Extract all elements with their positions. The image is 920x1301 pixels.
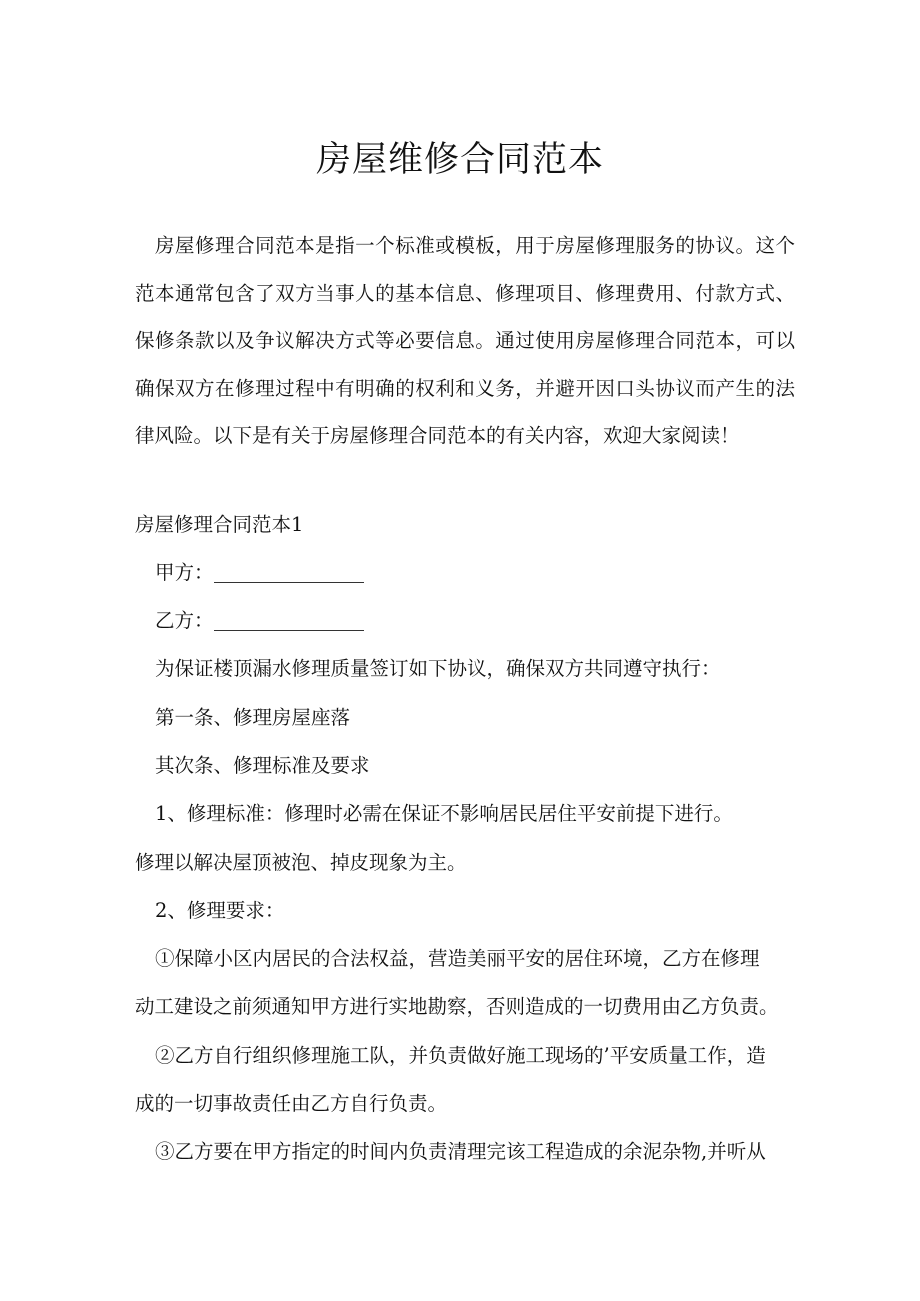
section-heading: 房屋修理合同范本1 (135, 513, 304, 536)
requirement-1-line-1: ①保障小区内居民的合法权益，营造美丽平安的居住环境，乙方在修理 (155, 947, 760, 970)
requirement-2-line-1: ②乙方自行组织修理施工队，并负责做好施工现场的’平安质量工作，造 (155, 1044, 766, 1067)
requirement-3-line-1: ③乙方要在甲方指定的时间内负责清理完该工程造成的余泥杂物,并听从 (155, 1140, 766, 1163)
party-b-blank-field (214, 610, 364, 631)
article-1-heading: 第一条、修理房屋座落 (155, 706, 351, 729)
party-a-label: 甲方： (155, 561, 214, 584)
party-b-line (155, 607, 364, 635)
item-1-line-2: 修理以解决屋顶被泡、掉皮现象为主。 (135, 851, 467, 874)
item-1-line-1: 1、修理标准：修理时必需在保证不影响居民居住平安前提下进行。 (155, 802, 733, 825)
requirement-2-line-2: 成的一切事故责任由乙方自行负责。 (135, 1092, 448, 1115)
party-b-label: 乙方： (155, 609, 214, 632)
document-title: 房屋维修合同范本 (315, 140, 604, 180)
party-a-line (155, 559, 364, 587)
intro-paragraph: 房屋修理合同范本是指一个标准或模板，用于房屋修理服务的协议。这个范本通常包含了双方当事人的基本信息、修理项目、修理费用、付款方式、保修条款以及争议解决方式等必要信息。通过使用房屋修理合同范本，可以确保双方在修理过程中有明确的权利和义务，并避开因口头协议而产生的法律风险。以下是有关于房屋修理合同范本的有关内容，欢迎大家阅读！ (135, 234, 795, 447)
requirement-1-line-2: 动工建设之前须通知甲方进行实地勘察，否则造成的一切费用由乙方负责。 (135, 995, 779, 1018)
article-2-heading: 其次条、修理标准及要求 (155, 754, 370, 777)
preamble-text: 为保证楼顶漏水修理质量签订如下协议，确保双方共同遵守执行： (155, 657, 721, 680)
item-2-heading: 2、修理要求： (155, 899, 285, 922)
party-a-blank-field (214, 562, 364, 583)
